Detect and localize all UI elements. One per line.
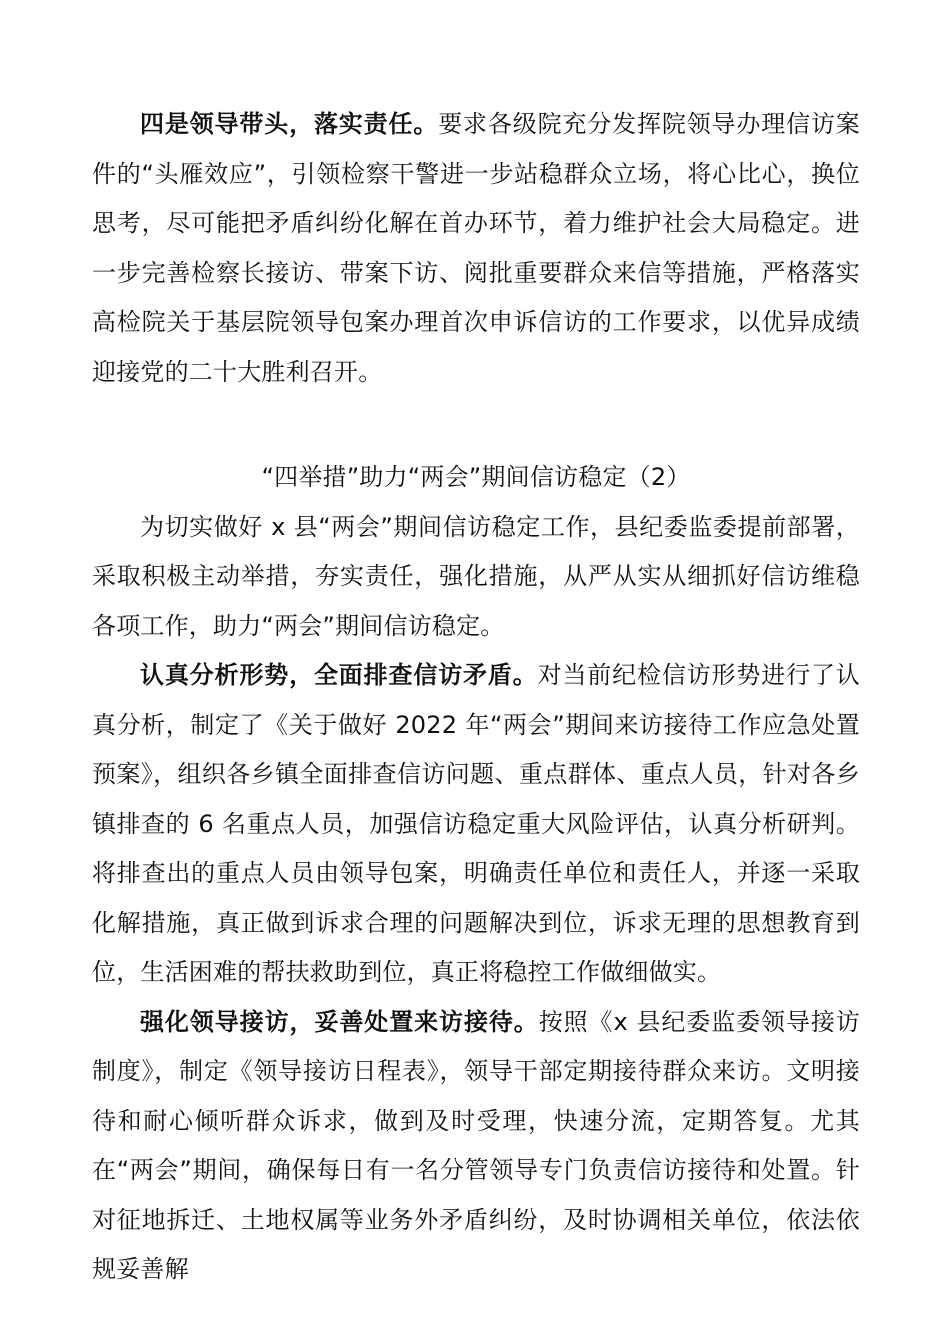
- document-page: [92, 100, 860, 1295]
- paragraph-leadership: [92, 100, 860, 397]
- paragraph-analysis: [92, 651, 860, 998]
- section-title: “四举措”助力“两会”期间信访稳定（2）: [261, 463, 691, 491]
- paragraph-lead: 强化领导接访，妥善处置来访接待。: [140, 1007, 539, 1036]
- paragraph-text: 对当前纪检信访形势进行了认真分析，制定了《关于做好 2022 年“两会”期间来访接待工作应急处置预案》，组织各乡镇全面排查信访问题、重点群体、重点人员，针对各乡镇排查的 6 名重点人员，加强信访稳定重大风险评估，认真分析研判。将排查出的重点人员由领导包案，明确责任单位和责任人，并逐一采取化解措施，真正做到诉求合理的问题解决到位，诉求无理的思想教育到位，生活困难的帮扶救助到位，真正将稳控工作做细做实。: [92, 661, 860, 986]
- paragraph-intro: 为切实做好 x 县“两会”期间信访稳定工作，县纪委监委提前部署，采取积极主动举措，夯实责任，强化措施，从严从实从细抓好信访维稳各项工作，助力“两会”期间信访稳定。: [92, 512, 860, 640]
- paragraph-reception: [92, 998, 860, 1295]
- paragraph-text: 按照《x 县纪委监委领导接访制度》，制定《领导接访日程表》，领导干部定期接待群众来访。文明接待和耐心倾听群众诉求，做到及时受理，快速分流，定期答复。尤其在“两会”期间，确保每日有一名分管领导专门负责信访接待和处置。针对征地拆迁、土地权属等业务外矛盾纠纷，及时协调相关单位，依法依规妥善解: [92, 1007, 860, 1283]
- paragraph-lead: 四是领导带头，落实责任。: [140, 110, 439, 138]
- paragraph-lead: 认真分析形势，全面排查信访矛盾。: [140, 661, 538, 689]
- paragraph-text: 要求各级院充分发挥院领导办理信访案件的“头雁效应”，引领检察干警进一步站稳群众立场，将心比心，换位思考，尽可能把矛盾纠纷化解在首办环节，着力维护社会大局稳定。进一步完善检察长接访、带案下访、阅批重要群众来信等措施，严格落实高检院关于基层院领导包案办理首次申诉信访的工作要求，以优异成绩迎接党的二十大胜利召开。: [92, 110, 860, 386]
